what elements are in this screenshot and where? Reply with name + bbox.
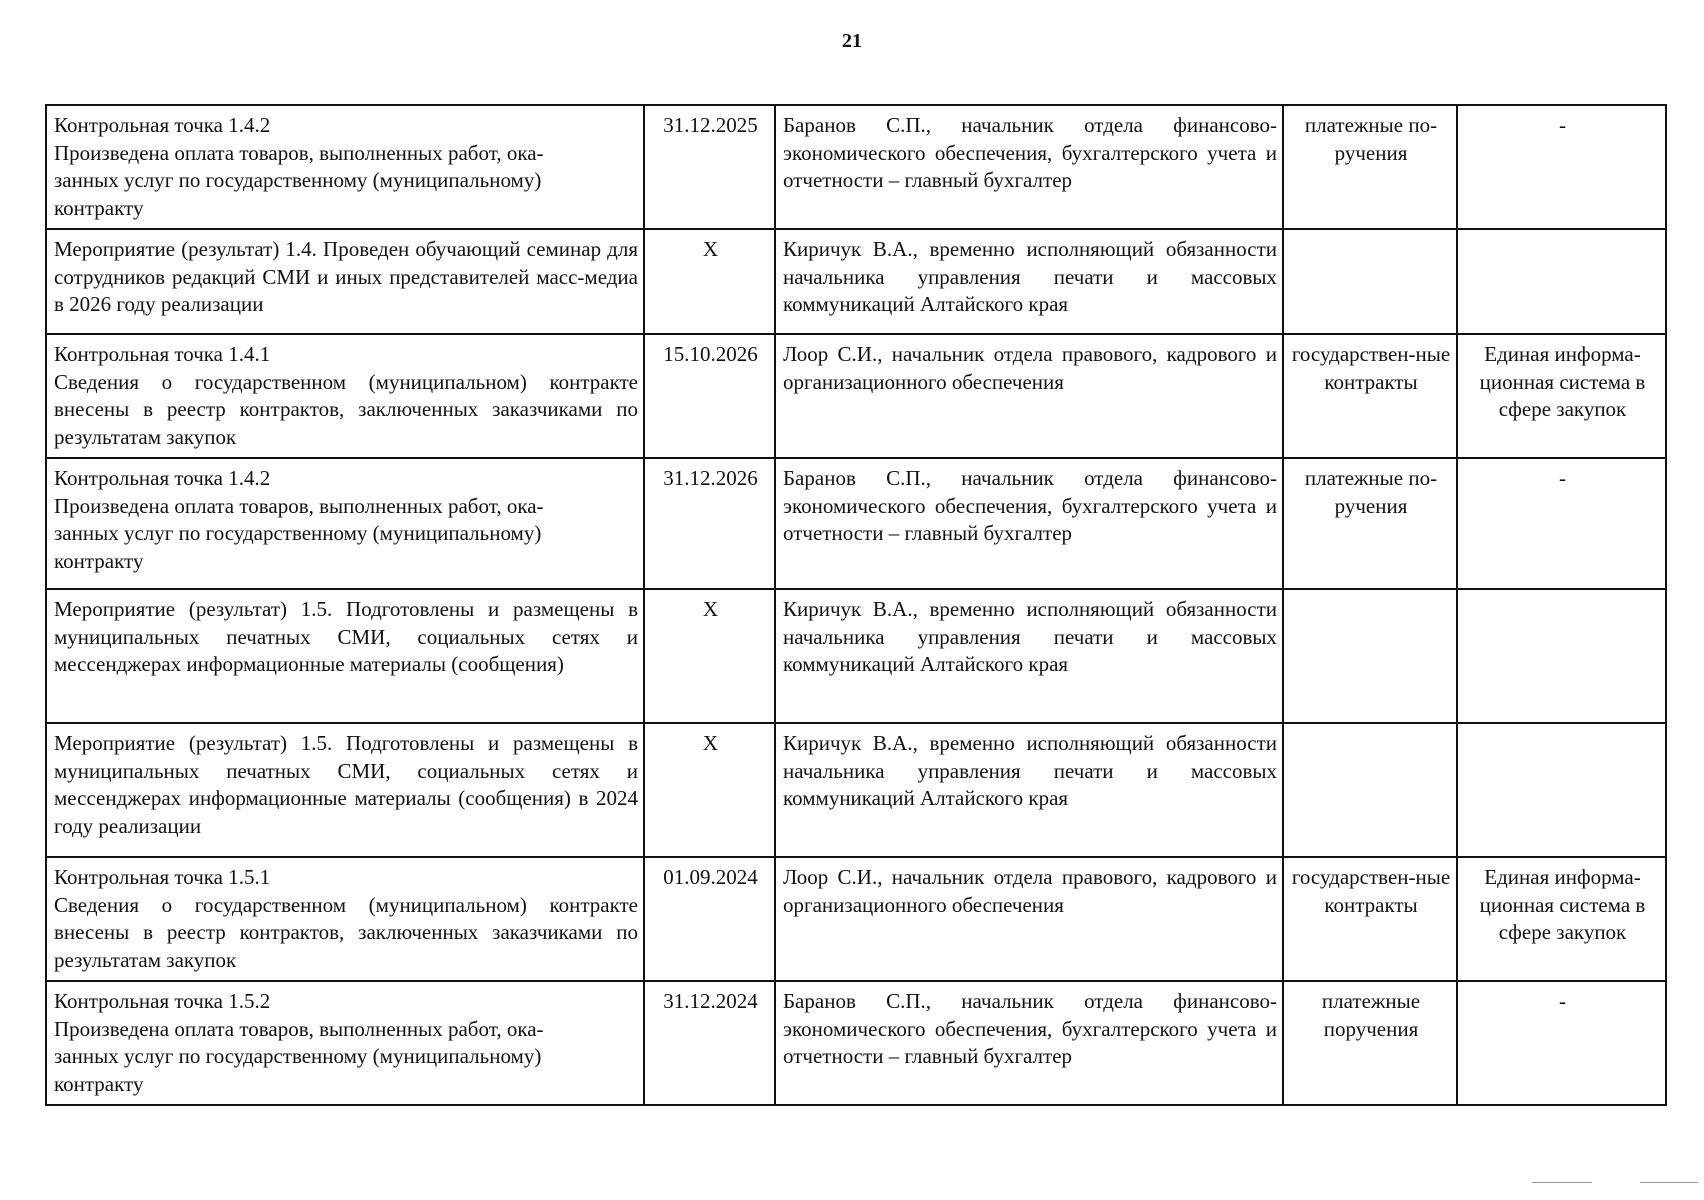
activity-cell	[46, 589, 644, 723]
date-cell: 31.12.2026	[644, 458, 775, 589]
plan-table-body	[46, 105, 1666, 1105]
table-row	[46, 589, 1666, 723]
table-row	[46, 105, 1666, 229]
plan-table	[45, 104, 1667, 1106]
activity-text: Сведения о государственном (муниципальном) контракте внесены в реестр контрактов, заключенных заказчиками по результатам закупок	[54, 892, 638, 972]
activity-cell	[46, 105, 644, 229]
date-cell: 31.12.2024	[644, 981, 775, 1105]
scan-mark	[1532, 1182, 1592, 1183]
date-cell: 31.12.2025	[644, 105, 775, 229]
responsible-cell: Баранов С.П., начальник отдела финансово-экономического обеспечения, бухгалтерского учета и отчетности – главный бухгалтер	[775, 981, 1283, 1105]
table-row	[46, 229, 1666, 334]
document-type-cell	[1283, 589, 1457, 723]
activity-text: Контрольная точка 1.5.2	[54, 989, 271, 1013]
activity-text: Произведена оплата товаров, выполненных работ, ока-	[54, 493, 544, 518]
information-system-cell	[1457, 229, 1666, 334]
activity-cell	[46, 229, 644, 334]
activity-text: Контрольная точка 1.4.1	[54, 342, 271, 366]
table-row	[46, 723, 1666, 857]
date-cell: Х	[644, 723, 775, 857]
document-type-cell: государствен-ные контракты	[1283, 857, 1457, 981]
responsible-cell: Баранов С.П., начальник отдела финансово-экономического обеспечения, бухгалтерского учета и отчетности – главный бухгалтер	[775, 458, 1283, 589]
date-cell: Х	[644, 589, 775, 723]
responsible-cell: Лоор С.И., начальник отдела правового, кадрового и организационного обеспечения	[775, 334, 1283, 458]
activity-cell	[46, 857, 644, 981]
responsible-cell: Киричук В.А., временно исполняющий обязанности начальника управления печати и массовых коммуникаций Алтайского края	[775, 723, 1283, 857]
activity-cell	[46, 458, 644, 589]
document-type-cell: платежные по-ручения	[1283, 105, 1457, 229]
document-type-cell	[1283, 229, 1457, 334]
document-type-cell: платежные по-ручения	[1283, 458, 1457, 589]
page-number: 21	[842, 30, 862, 52]
activity-text: контракту	[54, 548, 144, 573]
activity-text: Мероприятие (результат) 1.5. Подготовлены и размещены в муниципальных печатных СМИ, социальных сетях и мессенджерах информационные материалы (сообщения) в 2024 году реализации	[54, 731, 638, 838]
activity-cell	[46, 723, 644, 857]
activity-text: Произведена оплата товаров, выполненных работ, ока-	[54, 140, 544, 165]
activity-text: Контрольная точка 1.5.1	[54, 865, 271, 889]
table-row	[46, 857, 1666, 981]
date-cell: Х	[644, 229, 775, 334]
information-system-cell: -	[1457, 981, 1666, 1105]
activity-text: контракту	[54, 195, 144, 220]
information-system-cell: Единая информа-ционная система в сфере закупок	[1457, 334, 1666, 458]
information-system-cell: -	[1457, 105, 1666, 229]
information-system-cell: Единая информа-ционная система в сфере закупок	[1457, 857, 1666, 981]
scan-mark	[1640, 1182, 1698, 1183]
information-system-cell	[1457, 723, 1666, 857]
activity-text: Мероприятие (результат) 1.4. Проведен обучающий семинар для сотрудников редакций СМИ и иных представителей масс-медиа в 2026 году реализации	[54, 237, 638, 316]
date-cell: 15.10.2026	[644, 334, 775, 458]
activity-text: занных услуг по государственному (муниципальному)	[54, 521, 542, 545]
activity-text: Сведения о государственном (муниципальном) контракте внесены в реестр контрактов, заключенных заказчиками по результатам закупок	[54, 369, 638, 449]
table-row	[46, 981, 1666, 1105]
table-row	[46, 334, 1666, 458]
document-type-cell: платежные поручения	[1283, 981, 1457, 1105]
document-type-cell	[1283, 723, 1457, 857]
activity-text: контракту	[54, 1071, 144, 1096]
document-type-cell: государствен-ные контракты	[1283, 334, 1457, 458]
responsible-cell: Киричук В.А., временно исполняющий обязанности начальника управления печати и массовых коммуникаций Алтайского края	[775, 229, 1283, 334]
activity-cell	[46, 334, 644, 458]
information-system-cell: -	[1457, 458, 1666, 589]
responsible-cell: Баранов С.П., начальник отдела финансово-экономического обеспечения, бухгалтерского учета и отчетности – главный бухгалтер	[775, 105, 1283, 229]
date-cell: 01.09.2024	[644, 857, 775, 981]
activity-text: Мероприятие (результат) 1.5. Подготовлены и размещены в муниципальных печатных СМИ, социальных сетях и мессенджерах информационные материалы (сообщения)	[54, 597, 638, 676]
responsible-cell: Киричук В.А., временно исполняющий обязанности начальника управления печати и массовых коммуникаций Алтайского края	[775, 589, 1283, 723]
activity-text: Произведена оплата товаров, выполненных работ, ока-	[54, 1016, 544, 1041]
table-row	[46, 458, 1666, 589]
activity-text: занных услуг по государственному (муниципальному)	[54, 1044, 542, 1068]
activity-text: занных услуг по государственному (муниципальному)	[54, 168, 542, 192]
responsible-cell: Лоор С.И., начальник отдела правового, кадрового и организационного обеспечения	[775, 857, 1283, 981]
activity-text: Контрольная точка 1.4.2	[54, 113, 271, 137]
information-system-cell	[1457, 589, 1666, 723]
activity-text: Контрольная точка 1.4.2	[54, 466, 271, 490]
activity-cell	[46, 981, 644, 1105]
